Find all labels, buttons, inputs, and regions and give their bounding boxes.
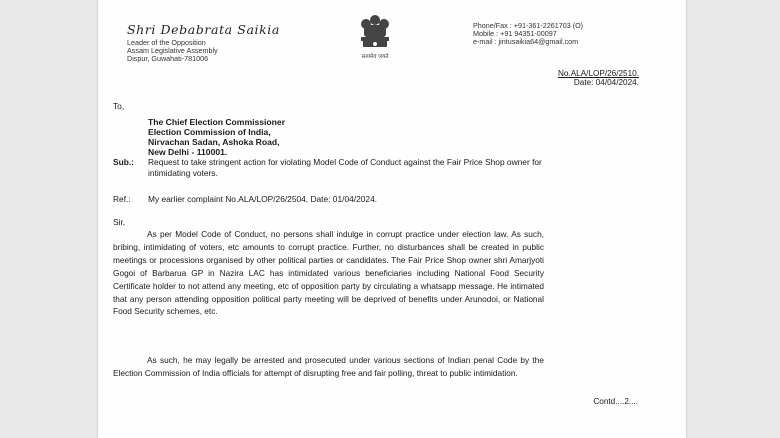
addressee-line-4: New Delhi - 110001.: [148, 147, 228, 157]
contact-email: e-mail : jintusaikia64@gmail.com: [473, 37, 579, 46]
addressee-line-3: Nirvachan Sadan, Ashoka Road,: [148, 137, 280, 147]
body-paragraph-2: As such, he may legally be arrested and prosecuted under various sections of Indian penal Code by the Election Commission of India officials for attempt of disrupting free and fair polling, threat to public intimidation.: [113, 355, 544, 378]
addressee-line-2: Election Commission of India,: [148, 127, 271, 137]
subject-label: Sub.:: [113, 157, 134, 167]
to-label: To,: [113, 101, 125, 111]
subject-text: Request to take stringent action for violating Model Code of Conduct against the Fair Price Shop owner for intimidating voters.: [148, 157, 542, 178]
contact-phone: Phone/Fax : +91-361-2261703 (O): [473, 21, 584, 30]
reference-label: Ref.:: [113, 194, 131, 204]
salutation: Sir,: [113, 217, 126, 227]
continuation-note: Contd....2....: [593, 397, 638, 406]
emblem-motto: सत्यमेव जयते: [361, 54, 389, 60]
letter-date: Date: 04/04/2024.: [573, 78, 639, 87]
reference-text: My earlier complaint No.ALA/LOP/26/2504, Date: 01/04/2024.: [148, 194, 378, 204]
sender-name: Shri Debabrata Saikia: [127, 22, 280, 37]
national-emblem-icon: [355, 13, 395, 61]
addressee-line-1: The Chief Election Commissioner: [148, 117, 286, 127]
contact-mobile: Mobile : +91 94351-00097: [473, 29, 557, 38]
letter-reference-number: No.ALA/LOP/26/2510.: [557, 69, 639, 78]
body-paragraph-1: As per Model Code of Conduct, no persons shall indulge in corrupt practice under election law. As such, bribing, intimidating of voters, etc amounts to corrupt practice. Further, no disturbances shall be created in public meetings or processions organised by other political parties or candidates. The Fair Price Shop owner shri Amarjyoti Gogoi of Barbarua GP in Nazira LAC has intimidated various beneficiaries including National Food Security Certificate holder to not attend any meeting, etc of opposition party by circulating a whatsapp message. He intimated that any person attending opposition political party meeting will be deprived of benefits under Arunodoi, or National Food Security schemes, etc.: [113, 229, 544, 317]
sender-address: Dispur, Guwahati-781006: [127, 54, 209, 63]
sender-title: Leader of the Opposition: [127, 38, 206, 47]
sender-assembly: Assam Legislative Assembly: [127, 46, 218, 55]
letter-page: [98, 0, 686, 438]
